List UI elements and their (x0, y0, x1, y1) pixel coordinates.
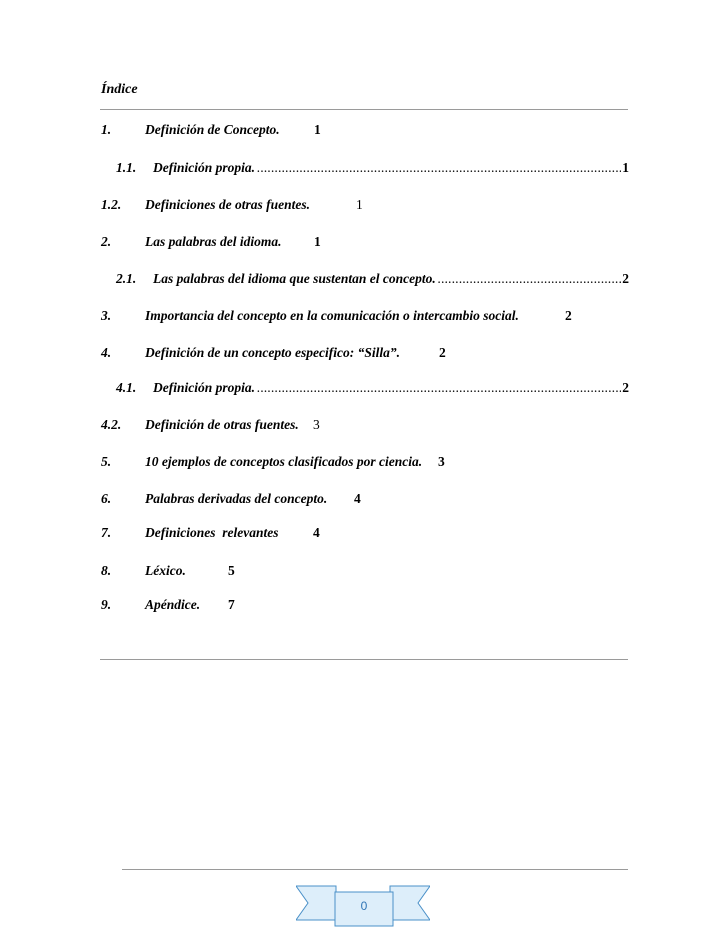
toc-entry-number: 4. (101, 345, 112, 360)
toc-entry[interactable] (116, 270, 629, 288)
toc-entry[interactable] (116, 379, 629, 397)
toc-entry-page: 3 (313, 417, 320, 432)
toc-entry-page: 1 (356, 197, 363, 212)
toc-entry-number: 8. (101, 563, 112, 578)
toc-entry[interactable] (101, 344, 628, 362)
toc-entry-text: Definición de otras fuentes. (145, 417, 299, 432)
toc-entry-number: 1.2. (101, 197, 122, 212)
toc-entry-number: 7. (101, 525, 112, 540)
toc-entry[interactable] (101, 121, 628, 139)
toc-dot-leader (257, 159, 621, 177)
toc-entry-number: 2.1. (116, 271, 137, 286)
toc-entry[interactable] (101, 307, 628, 325)
toc-entry-page: 1 (622, 160, 629, 175)
toc-entry-text: Léxico. (145, 563, 186, 578)
toc-entry-text: Las palabras del idioma. (145, 234, 282, 249)
toc-entry-text: Definiciones de otras fuentes. (145, 197, 310, 212)
toc-entry-page: 3 (438, 454, 445, 469)
toc-entry-text: Definición de un concepto especifico: “Silla”. (145, 345, 400, 360)
toc-entry-number: 1.1. (116, 160, 137, 175)
ribbon-left-tail (296, 886, 336, 920)
toc-entry-text: Definición propia. (153, 380, 256, 395)
toc-entry-text: Apéndice. (145, 597, 201, 612)
bottom-divider (100, 659, 628, 660)
footer-divider (122, 869, 628, 870)
toc-entry-number: 4.2. (101, 417, 122, 432)
ribbon-right-tail (390, 886, 430, 920)
toc-dot-leader (257, 379, 621, 397)
toc-entry-number: 1. (101, 122, 112, 137)
toc-entry-text: Importancia del concepto en la comunicación o intercambio social. (145, 308, 519, 323)
toc-entry-number: 9. (101, 597, 112, 612)
toc-dot-leader (438, 270, 621, 288)
toc-entry[interactable] (101, 490, 628, 508)
toc-entry-page: 5 (228, 563, 235, 578)
toc-entry-page: 1 (314, 122, 321, 137)
toc-entry-number: 5. (101, 454, 112, 469)
toc-entry-page: 4 (354, 491, 361, 506)
toc-entry[interactable] (101, 524, 628, 542)
toc-entry-page: 7 (228, 597, 235, 612)
toc-entry-number: 2. (101, 234, 112, 249)
toc-entry-page: 1 (314, 234, 321, 249)
toc-title: Índice (101, 82, 138, 97)
toc-entry[interactable] (116, 159, 629, 177)
toc-entry-text: Definiciones relevantes (145, 525, 279, 540)
toc-entry[interactable] (101, 416, 628, 434)
toc-entry-number: 4.1. (116, 380, 137, 395)
toc-entry-text: Definición de Concepto. (145, 122, 280, 137)
toc-entry[interactable] (101, 596, 628, 614)
toc-entry-text: Definición propia. (153, 160, 256, 175)
top-divider (100, 109, 628, 110)
toc-entry[interactable] (101, 233, 628, 251)
toc-entry-number: 6. (101, 491, 112, 506)
toc-entry-page: 2 (565, 308, 572, 323)
toc-entry-page: 2 (622, 380, 629, 395)
toc-entry-text: Palabras derivadas del concepto. (145, 491, 328, 506)
toc-entry[interactable] (101, 196, 628, 214)
toc-entry[interactable] (101, 562, 628, 580)
toc-entry-page: 2 (439, 345, 446, 360)
toc-entry-page: 4 (313, 525, 320, 540)
toc-entry-text: Las palabras del idioma que sustentan el concepto. (153, 271, 436, 286)
toc-entry[interactable] (101, 453, 628, 471)
page-number: 0 (360, 899, 368, 913)
toc-entry-number: 3. (101, 308, 112, 323)
toc-entry-page: 2 (622, 271, 629, 286)
toc-entry-text: 10 ejemplos de conceptos clasificados por ciencia. (145, 454, 423, 469)
